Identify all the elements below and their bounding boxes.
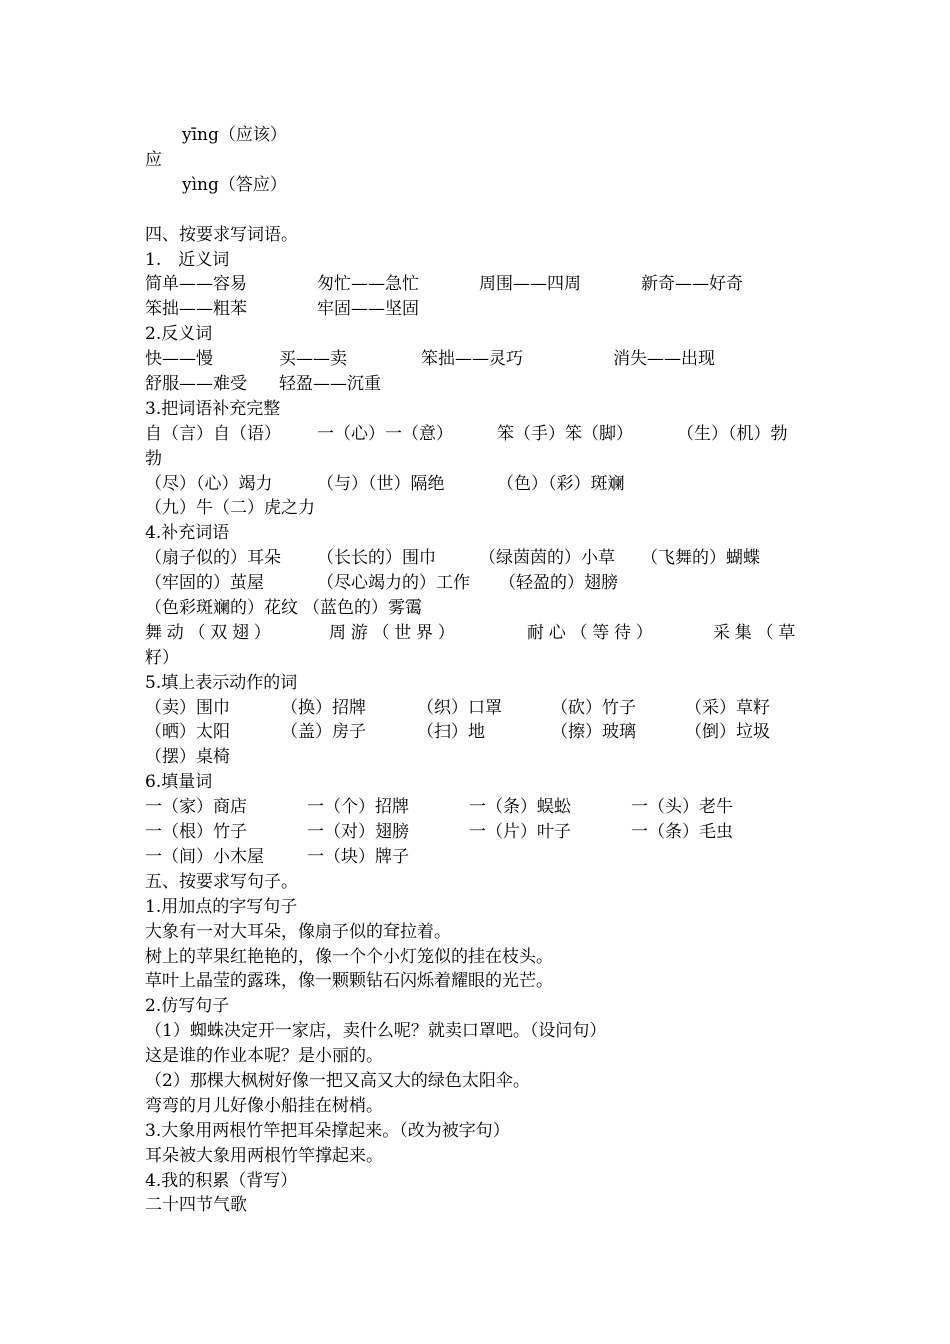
measure-phrase: 一（家）商店: [145, 797, 247, 818]
phrase: （扇子似的）耳朵: [145, 548, 281, 569]
actions-row-3: [145, 745, 825, 770]
phrase: 采集（草: [713, 622, 801, 643]
q3-heading: 3.大象用两根竹竿把耳朵撑起来。（改为被字句）: [145, 1120, 510, 1141]
q4-title: 二十四节气歌: [145, 1195, 247, 1216]
q2-line: （2）那棵大枫树好像一把又高又大的绿色太阳伞。: [145, 1070, 530, 1091]
word-pair: 匆忙——急忙: [317, 274, 419, 295]
section4-heading: 四、按要求写词语。: [145, 224, 298, 245]
phrase: （蓝色的）雾霭: [303, 598, 422, 619]
word-pair: 周围——四周: [479, 274, 581, 295]
phrase: （牢固的）茧屋: [145, 573, 264, 594]
measure-phrase: 一（片）叶子: [469, 822, 571, 843]
phrase: 舞动（双翅）: [145, 622, 276, 643]
idiom: （尽）（心）竭力: [145, 473, 273, 494]
q2-line: 弯弯的月儿好像小船挂在树梢。: [145, 1095, 383, 1116]
idiom: （生）（机）勃: [677, 423, 788, 444]
idiom: 一（心）一（意）: [317, 423, 453, 444]
idiom: 自（言）自（语）: [145, 423, 281, 444]
measure-row-1: [145, 795, 825, 820]
q2-line: （1）蜘蛛决定开一家店，卖什么呢？就卖口罩吧。（设问句）: [145, 1021, 607, 1042]
measure-phrase: 一（条）蜈蚣: [469, 797, 571, 818]
supplement-row-1: [145, 546, 825, 571]
synonyms-row-2: [145, 297, 825, 322]
q3-answer: 耳朵被大象用两根竹竿撑起来。: [145, 1145, 383, 1166]
measure-heading: 6.填量词: [145, 772, 213, 793]
phrase: （长长的）围巾: [317, 548, 436, 569]
phrase: （尽心竭力的）工作: [317, 573, 470, 594]
pinyin-line-ying1: yīng（应该）: [182, 125, 287, 145]
actions-row-2: [145, 720, 825, 745]
supplement-heading: 4.补充词语: [145, 523, 230, 544]
measure-phrase: 一（间）小木屋: [145, 846, 264, 867]
verb-phrase: （采）草籽: [685, 697, 770, 718]
q1-heading: 1.用加点的字写句子: [145, 896, 298, 917]
supplement-row-2: [145, 571, 825, 596]
measure-phrase: 一（对）翅膀: [307, 822, 409, 843]
antonyms-row-2: [145, 372, 825, 397]
verb-phrase: （晒）太阳: [145, 722, 230, 743]
complete-row-1-wrap: 勃: [145, 448, 162, 469]
synonyms-row-1: [145, 272, 825, 297]
word-pair: 新奇——好奇: [641, 274, 743, 295]
pinyin-char: 应: [145, 149, 162, 170]
verb-phrase: （砍）竹子: [551, 697, 636, 718]
q1-sentence: 草叶上晶莹的露珠，像一颗颗钻石闪烁着耀眼的光芒。: [145, 971, 553, 992]
q4-heading: 4.我的积累（背写）: [145, 1170, 298, 1191]
phrase: （轻盈的）翅膀: [499, 573, 618, 594]
phrase: （飞舞的）蝴蝶: [641, 548, 760, 569]
word-pair: 消失——出现: [613, 349, 715, 370]
q1-sentence: 树上的苹果红艳艳的，像一个个小灯笼似的挂在枝头。: [145, 946, 553, 967]
phrase: 耐心（等待）: [527, 622, 658, 643]
idiom: （九）牛（二）虎之力: [145, 498, 315, 519]
verb-phrase: （擦）玻璃: [551, 722, 636, 743]
complete-row-2: [145, 472, 825, 497]
q2-heading: 2.仿写句子: [145, 996, 230, 1017]
document-page: [145, 123, 825, 1218]
measure-phrase: 一（头）老牛: [631, 797, 733, 818]
verb-phrase: （换）招牌: [281, 697, 366, 718]
antonyms-row-1: [145, 347, 825, 372]
phrase: 周游（世界）: [329, 622, 460, 643]
measure-phrase: 一（条）毛虫: [631, 822, 733, 843]
word-pair: 买——卖: [279, 349, 347, 370]
verb-phrase: （摆）桌椅: [145, 747, 230, 768]
pinyin-line-ying4: yìng（答应）: [182, 174, 287, 195]
q1-sentence: 大象有一对大耳朵，像扇子似的耷拉着。: [145, 921, 451, 942]
word-pair: 舒服——难受: [145, 374, 247, 395]
supplement-row-3: [145, 596, 825, 621]
phrase: （色彩斑斓的）花纹: [145, 598, 298, 619]
supplement-row-4-wrap: 籽）: [145, 647, 179, 668]
word-pair: 快——慢: [145, 349, 213, 370]
verb-phrase: （扫）地: [417, 722, 485, 743]
phrase: （绿茵茵的）小草: [479, 548, 615, 569]
measure-phrase: 一（个）招牌: [307, 797, 409, 818]
q2-line: 这是谁的作业本呢？是小丽的。: [145, 1046, 383, 1067]
antonyms-heading: 2.反义词: [145, 324, 213, 345]
measure-row-2: [145, 820, 825, 845]
complete-row-1: [145, 422, 825, 447]
measure-row-3: [145, 845, 825, 870]
word-pair: 笨拙——粗苯: [145, 299, 247, 320]
complete-row-3: [145, 496, 825, 521]
measure-phrase: 一（根）竹子: [145, 822, 247, 843]
verb-phrase: （盖）房子: [281, 722, 366, 743]
actions-heading: 5.填上表示动作的词: [145, 672, 298, 693]
complete-heading: 3.把词语补充完整: [145, 398, 281, 419]
verb-phrase: （倒）垃圾: [685, 722, 770, 743]
supplement-row-4: [145, 621, 825, 646]
word-pair: 笨拙——灵巧: [421, 349, 523, 370]
idiom: （色）（彩）斑斓: [497, 473, 625, 494]
measure-phrase: 一（块）牌子: [307, 846, 409, 867]
section5-heading: 五、按要求写句子。: [145, 871, 298, 892]
idiom: 笨（手）笨（脚）: [497, 423, 633, 444]
actions-row-1: [145, 696, 825, 721]
word-pair: 牢固——坚固: [317, 299, 419, 320]
verb-phrase: （卖）围巾: [145, 697, 230, 718]
idiom: （与）（世）隔绝: [317, 473, 445, 494]
synonyms-heading: 1. 近义词: [145, 249, 230, 270]
word-pair: 简单——容易: [145, 274, 247, 295]
word-pair: 轻盈——沉重: [279, 374, 381, 395]
verb-phrase: （织）口罩: [417, 697, 502, 718]
